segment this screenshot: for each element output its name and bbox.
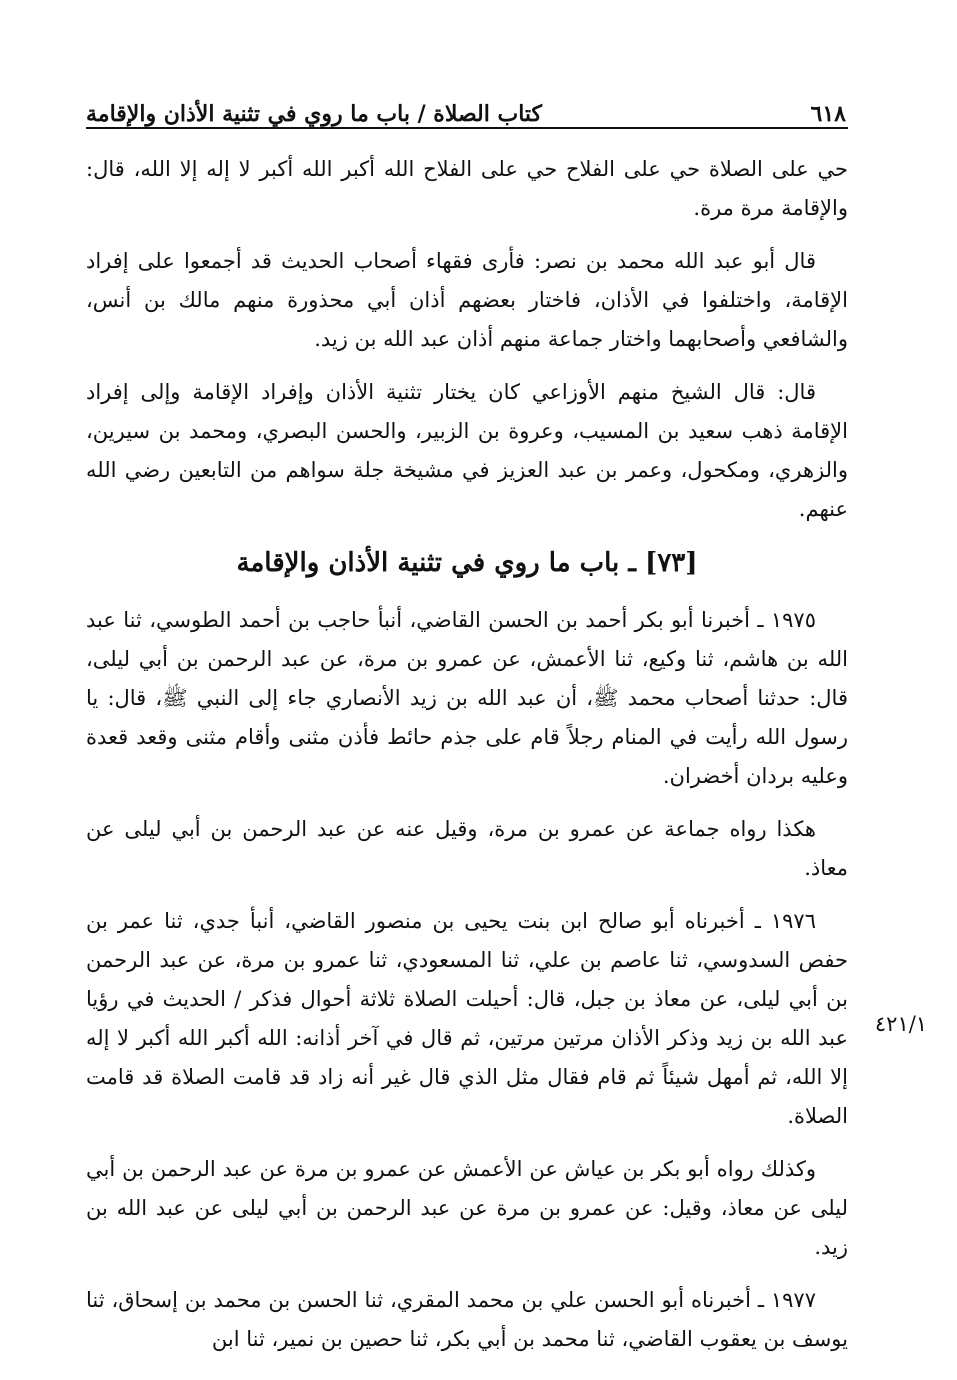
page-body [86, 150, 848, 1373]
paragraph: وكذلك رواه أبو بكر بن عياش عن الأعمش عن عمرو بن مرة عن عبد الرحمن بن أبي ليلى عن معاذ، وقيل: عن عمرو بن مرة عن عبد الرحمن بن أبي ليلى عن عبد الله بن زيد. [86, 1157, 848, 1259]
hadith-1977: ١٩٧٧ ـ أخبرناه أبو الحسن علي بن محمد المقري، ثنا الحسن بن محمد بن إسحاق، ثنا يوسف بن يعقوب القاضي، ثنا محمد بن أبي بكر، ثنا حصين بن نمير، ثنا ابن [86, 1288, 848, 1351]
page-number: ٦١٨ [810, 101, 846, 127]
hadith-1976: ١٩٧٦ ـ أخبرناه أبو صالح ابن بنت يحيى بن منصور القاضي، أنبأ جدي، ثنا عمر بن حفص السدوسي، ثنا عاصم بن علي، ثنا المسعودي، ثنا عمرو بن مرة، عن عبد الرحمن بن أبي ليلى، عن معاذ بن جبل، قال: أحيلت الصلاة ثلاثة أحوال فذكر / الحديث في رؤيا عبد الله بن زيد وذكر الأذان مرتين مرتين، ثم قال في آخر أذانه: الله أكبر الله أكبر لا إله إلا الله، ثم أمهل شيئاً ثم قام فقال مثل الذي قال غير أنه زاد قد قامت الصلاة قد قامت الصلاة. [86, 909, 848, 1128]
paragraph: قال: قال الشيخ منهم الأوزاعي كان يختار تثنية الأذان وإفراد الإقامة وإلى إفراد الإقامة ذهب سعيد بن المسيب، وعروة بن الزبير، والحسن البصري، ومحمد بن سيرين، والزهري، ومكحول، وعمر بن عبد العزيز في مشيخة جلة سواهم من التابعين رضي الله عنهم. [86, 380, 848, 521]
margin-volume-page-note: ٤٢١/١ [874, 1012, 928, 1036]
running-title: كتاب الصلاة / باب ما روي في تثنية الأذان والإقامة [86, 101, 543, 127]
chapter-heading: [٧٣] ـ باب ما روي في تثنية الأذان والإقامة [236, 548, 698, 578]
running-header [86, 95, 848, 129]
paragraph: قال أبو عبد الله محمد بن نصر: فأرى فقهاء أصحاب الحديث قد أجمعوا على إفراد الإقامة، واختلفوا في الأذان، فاختار بعضهم أذان أبي محذورة منهم مالك بن أنس، والشافعي وأصحابهما واختار جماعة منهم أذان عبد الله بن زيد. [86, 249, 848, 351]
paragraph: هكذا رواه جماعة عن عمرو بن مرة، وقيل عنه عن عبد الرحمن بن أبي ليلى عن معاذ. [86, 817, 848, 880]
hadith-1975: ١٩٧٥ ـ أخبرنا أبو بكر أحمد بن الحسن القاضي، أنبأ حاجب بن أحمد الطوسي، ثنا عبد الله بن هاشم، ثنا وكيع، ثنا الأعمش، عن عمرو بن مرة، عن عبد الرحمن بن أبي ليلى، قال: حدثنا أصحاب محمد ﷺ، أن عبد الله بن زيد الأنصاري جاء إلى النبي ﷺ، قال: يا رسول الله رأيت في المنام رجلاً قام على جذم حائط فأذن مثنى وأقام مثنى وقعد قعدة وعليه بردان أخضران. [86, 608, 848, 788]
paragraph-continuation: حي على الصلاة حي على الفلاح حي على الفلاح الله أكبر الله أكبر لا إله إلا الله، قال: والإقامة مرة مرة. [86, 157, 848, 220]
